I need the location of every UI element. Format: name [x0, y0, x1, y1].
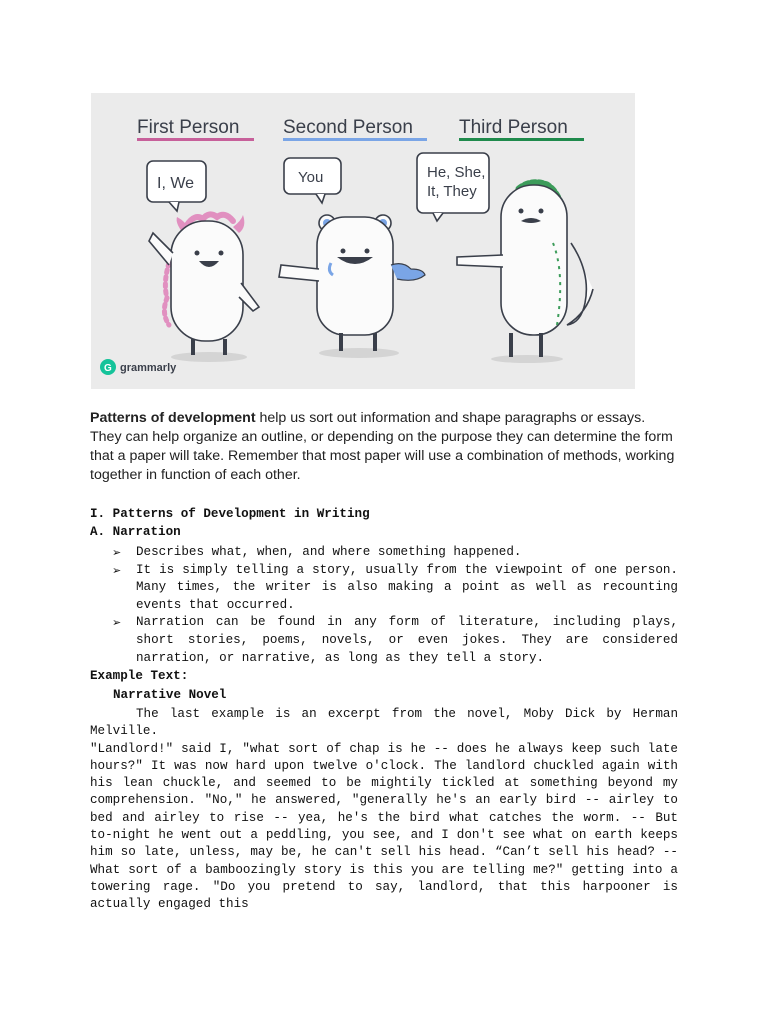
arrow-bullet-icon: ➢ — [112, 546, 122, 559]
first-person-underline — [137, 138, 254, 141]
svg-text:It, They: It, They — [427, 183, 477, 200]
list-item: ➢ Narration can be found in any form of literature, including plays, short stories, poems, novels, or even jokes. They are considered narration, or narrative, as long as they tell a story. — [112, 615, 678, 665]
svg-text:grammarly: grammarly — [120, 362, 177, 374]
second-person-underline — [283, 138, 427, 141]
example-label: Example Text: — [90, 669, 189, 683]
pronoun-illustration — [91, 93, 635, 389]
svg-text:I, We: I, We — [157, 175, 195, 192]
excerpt-intro: The last example is an excerpt from the novel, Moby Dick by Herman Melville. — [90, 707, 678, 739]
speech-bubble-third — [417, 153, 489, 221]
second-person-monster — [279, 215, 425, 358]
illustration-svg — [91, 93, 635, 389]
svg-text:He, She,: He, She, — [427, 164, 486, 181]
first-person-monster — [149, 214, 259, 362]
intro-bold-term: Patterns of development — [90, 410, 256, 426]
list-item: ➢ Describes what, when, and where something happened. — [112, 544, 678, 562]
section-title: I. Patterns of Development in Writing — [90, 507, 370, 521]
label-third-person: Third Person — [459, 117, 568, 138]
narration-bullet-list — [112, 544, 678, 667]
arrow-bullet-icon: ➢ — [112, 563, 122, 577]
intro-paragraph — [90, 409, 680, 485]
label-first-person: First Person — [137, 117, 240, 138]
intro-text: help us sort out information and shape paragraphs or essays. They can help organize an outline, or depending on the purpose they can determine the form that a paper will take. Remember that most paper will use a combination of methods, working together in function of each other. — [90, 410, 675, 483]
svg-text:You: You — [298, 169, 324, 186]
list-item: ➢ It is simply telling a story, usually from the viewpoint of one person. Many times, the writer is also making a point as well as recounting events that occurred. — [112, 562, 678, 612]
arrow-bullet-icon: ➢ — [112, 616, 122, 630]
subsection-title: A. Narration — [90, 525, 181, 539]
speech-bubble-first — [147, 161, 206, 211]
example-title: Narrative Novel — [113, 688, 227, 702]
label-second-person: Second Person — [283, 117, 413, 138]
speech-bubble-second — [284, 158, 341, 203]
excerpt — [90, 706, 678, 914]
grammarly-logo — [100, 359, 177, 375]
excerpt-body: "Landlord!" said I, "what sort of chap is he -- does he always keep such late hours?" It was now hard upon twelve o'clock. The landlord chuckled again with his lean chuckle, and seemed to be mightily tickled at something beyond my comprehension. "No," he answered, "generally he's an early bird -- airley to bed and airley to rise -- yea, he's the bird what catches the worm. -- But to-night he went out a peddling, you see, and I don't see what on earth keeps him so late, unless, may be, he can't sell his head. “Can’t sell his head? -- What sort of a bamboozingly story is this you are telling me?" getting into a towering rage. "Do you pretend to say, landlord, that this harpooner is actually engaged this — [90, 741, 678, 912]
third-person-underline — [459, 138, 584, 141]
svg-text:G: G — [104, 363, 112, 374]
